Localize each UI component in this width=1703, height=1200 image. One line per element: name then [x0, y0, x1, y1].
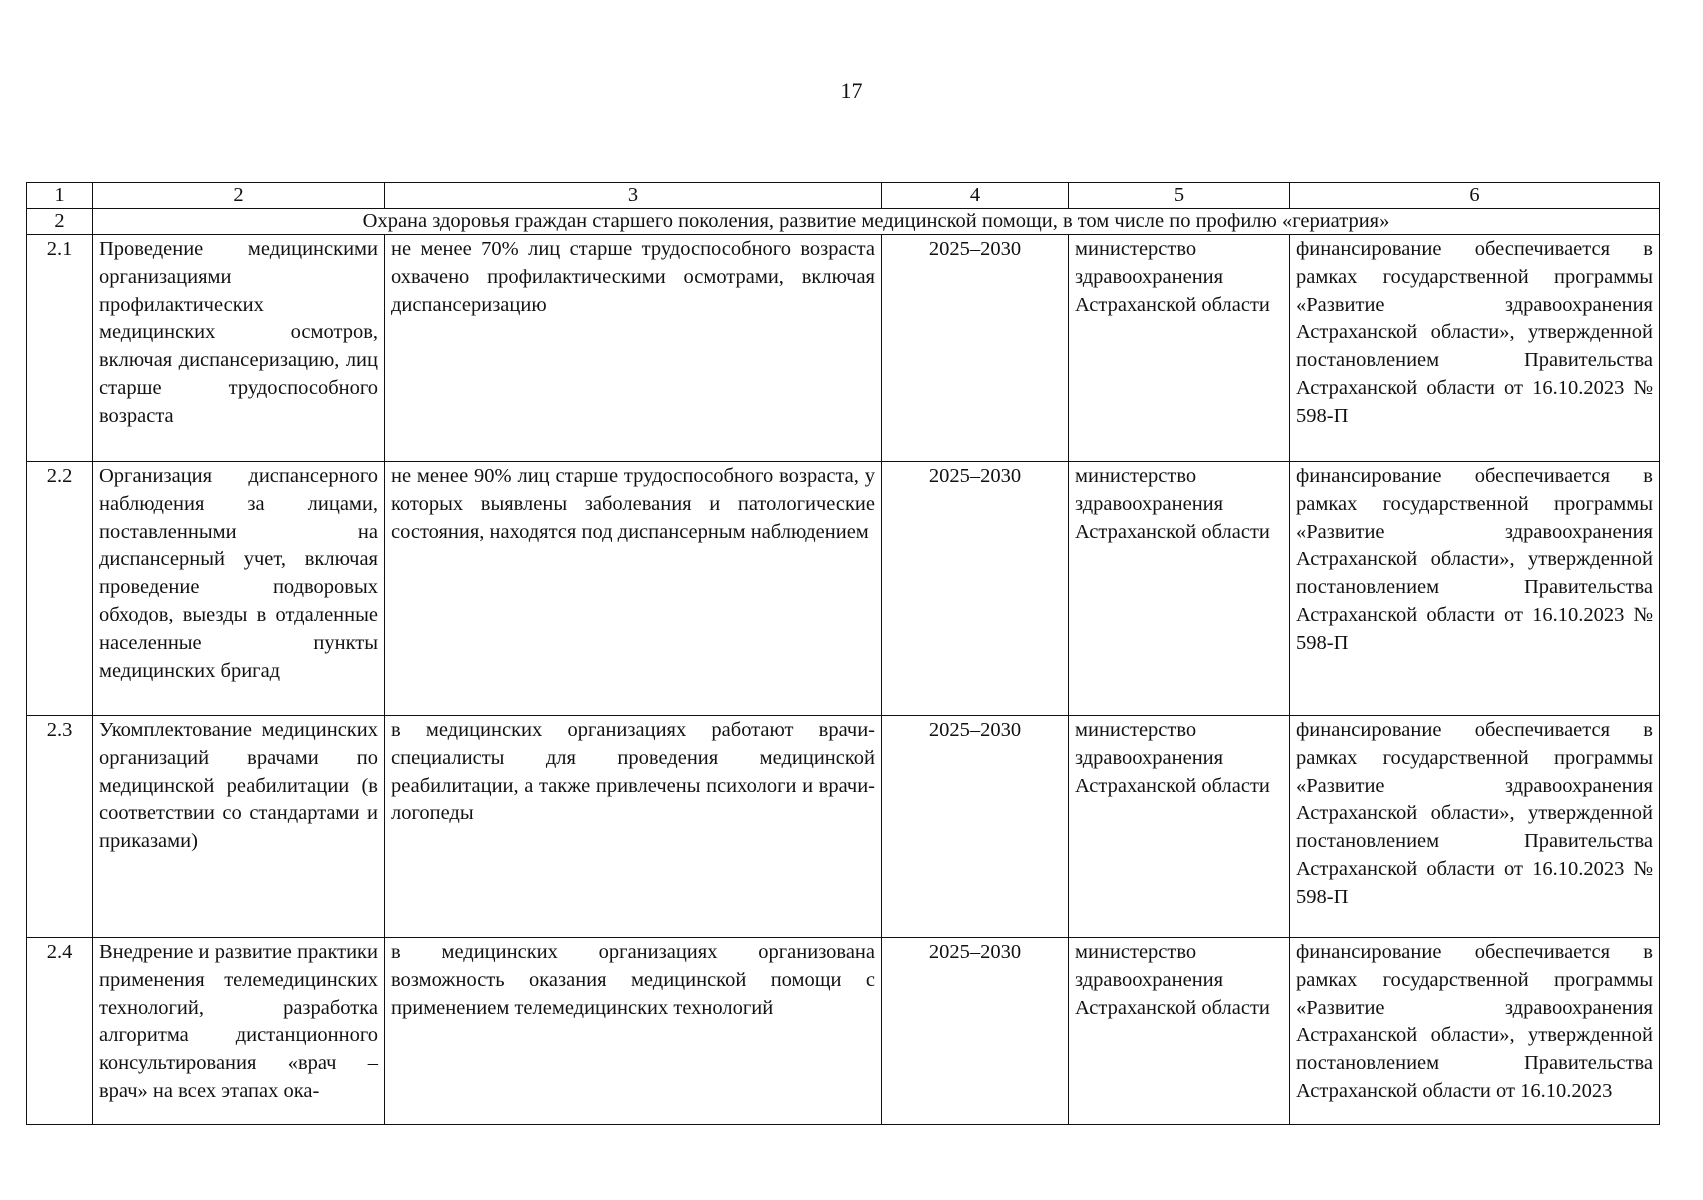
- result-cell: не менее 70% лиц старше трудоспособного возраста охвачено профилактическими осмотрами, включая диспансеризацию: [385, 235, 882, 462]
- result-cell: в медицинских организациях организована возможность оказания медицинской помощи с применением телемедицинских технологий: [385, 938, 882, 1125]
- section-number: 2: [27, 209, 93, 235]
- table-row: [27, 938, 1660, 1125]
- executor-cell: министерство здравоохранения Астраханской области: [1069, 716, 1290, 938]
- financing-cell: финансирование обеспечивается в рамках государственной программы «Развитие здравоохранения Астраханской области», утвержденной постановлением Правительства Астраханской области от 16.10.2023 № 598-П: [1290, 462, 1660, 716]
- column-header-2: 2: [93, 183, 385, 209]
- table-row: [27, 716, 1660, 938]
- table-row: [27, 235, 1660, 462]
- measure-cell: Внедрение и развитие практики применения телемедицинских технологий, разработка алгоритма дистанционного консультирования «врач – врач» на всех этапах ока-: [93, 938, 385, 1125]
- result-cell: в медицинских организациях работают врачи-специалисты для проведения медицинской реабилитации, а также привлечены психологи и врачи-логопеды: [385, 716, 882, 938]
- measure-cell: Проведение медицинскими организациями профилактических медицинских осмотров, включая диспансеризацию, лиц старше трудоспособного возраста: [93, 235, 385, 462]
- column-header-6: 6: [1290, 183, 1660, 209]
- row-number: 2.4: [27, 938, 93, 1125]
- section-title: Охрана здоровья граждан старшего поколения, развитие медицинской помощи, в том числе по профилю «гериатрия»: [93, 209, 1660, 235]
- period-cell: 2025–2030: [882, 462, 1069, 716]
- column-header-1: 1: [27, 183, 93, 209]
- measure-cell: Укомплектование медицинских организаций врачами по медицинской реабилитации (в соответствии со стандартами и приказами): [93, 716, 385, 938]
- measure-cell: Организация диспансерного наблюдения за лицами, поставленными на диспансерный учет, включая проведение подворовых обходов, выезды в отдаленные населенные пункты медицинских бригад: [93, 462, 385, 716]
- row-number: 2.1: [27, 235, 93, 462]
- period-cell: 2025–2030: [882, 235, 1069, 462]
- result-cell: не менее 90% лиц старше трудоспособного возраста, у которых выявлены заболевания и патологические состояния, находятся под диспансерным наблюдением: [385, 462, 882, 716]
- row-number: 2.2: [27, 462, 93, 716]
- row-number: 2.3: [27, 716, 93, 938]
- column-header-5: 5: [1069, 183, 1290, 209]
- period-cell: 2025–2030: [882, 938, 1069, 1125]
- executor-cell: министерство здравоохранения Астраханской области: [1069, 235, 1290, 462]
- measures-table: [26, 182, 1660, 1125]
- column-header-3: 3: [385, 183, 882, 209]
- executor-cell: министерство здравоохранения Астраханской области: [1069, 462, 1290, 716]
- financing-cell: финансирование обеспечивается в рамках государственной программы «Развитие здравоохранения Астраханской области», утвержденной постановлением Правительства Астраханской области от 16.10.2023: [1290, 938, 1660, 1125]
- section-row: [27, 209, 1660, 235]
- financing-cell: финансирование обеспечивается в рамках государственной программы «Развитие здравоохранения Астраханской области», утвержденной постановлением Правительства Астраханской области от 16.10.2023 № 598-П: [1290, 716, 1660, 938]
- period-cell: 2025–2030: [882, 716, 1069, 938]
- financing-cell: финансирование обеспечивается в рамках государственной программы «Развитие здравоохранения Астраханской области», утвержденной постановлением Правительства Астраханской области от 16.10.2023 № 598-П: [1290, 235, 1660, 462]
- page-number: 17: [840, 78, 863, 103]
- column-header-row: [27, 183, 1660, 209]
- column-header-4: 4: [882, 183, 1069, 209]
- table-row: [27, 462, 1660, 716]
- executor-cell: министерство здравоохранения Астраханской области: [1069, 938, 1290, 1125]
